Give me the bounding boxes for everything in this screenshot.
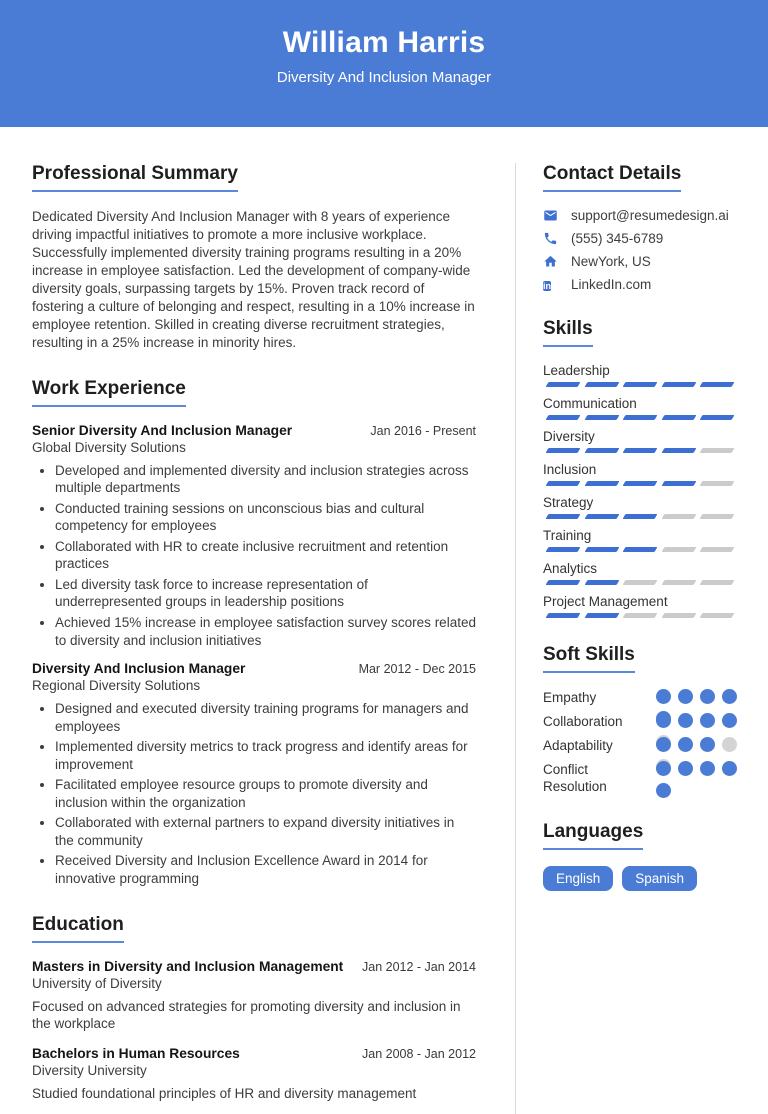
skill-item [543,561,737,585]
education-header [32,959,476,974]
soft-skill-name: Adaptability [543,738,613,753]
education-entry [32,1046,476,1103]
contact-item [543,231,737,246]
skill-bar-segment [700,415,734,420]
skill-name: Inclusion [543,462,597,477]
skill-name: Project Management [543,594,668,609]
contact-item [543,208,737,223]
skill-bar-segment [546,448,580,453]
skill-bar-segment [584,547,618,552]
soft-skill-item [543,761,737,795]
soft-skill-dot [678,689,693,704]
skill-bar-segment [546,547,580,552]
soft-skill-dot [722,761,737,776]
summary-text: Dedicated Diversity And Inclusion Manager with 8 years of experience driving impactful initiatives to promote a more inclusive workplace. Successfully implemented diversity training programs resulting in a 20% increase in employee satisfaction. Led the development of company-wide diversity goals, surpassing targets by 15%. Proven track record of fostering a culture of belonging and respect, resulting in a 10% increase in employee retention. Skilled in creating diverse recruitment strategies, resulting in a 25% increase in minority hires. [32,209,475,350]
soft-skill-dot [700,689,715,704]
skill-bar-segment [584,514,618,519]
education-degree: Masters in Diversity and Inclusion Management [32,958,344,974]
contact-item [543,254,737,269]
soft-skills-heading: Soft Skills [543,644,635,673]
skill-bar-segment [661,415,695,420]
skill-item [543,363,737,387]
job-bullet: • Facilitated employee resource groups to promote diversity and inclusion within the organization [55,776,476,811]
skill-bar-segment [623,580,657,585]
skill-bar-segment [623,481,657,486]
soft-skill-item [543,713,737,730]
soft-skill-dot [656,713,671,728]
soft-skill-item [543,737,737,754]
soft-skill-dot [656,761,671,776]
soft-skill-dot [722,689,737,704]
job-entry [32,661,476,887]
skill-name: Leadership [543,363,610,378]
soft-skill-item [543,689,737,706]
candidate-job-title: Diversity And Inclusion Manager [276,69,492,86]
education-description: Studied foundational principles of HR and diversity management [32,1085,417,1101]
skill-bar-segment [546,514,580,519]
languages-heading: Languages [543,821,643,850]
job-bullet: • Collaborated with HR to create inclusive recruitment and retention practices [55,538,476,573]
education-degree: Bachelors in Human Resources [32,1045,240,1061]
skill-bar-segment [623,415,657,420]
skill-bar-segment [584,481,618,486]
education-heading: Education [32,914,124,943]
soft-skills-list [543,689,737,795]
skill-item [543,594,737,618]
skill-item [543,396,737,420]
resume-header [0,0,768,127]
job-bullet: • Collaborated with external partners to expand diversity initiatives in the community [55,814,476,849]
soft-skill-dot [678,713,693,728]
job-bullet: • Led diversity task force to increase representation of underrepresented groups in leadership positions [55,576,476,611]
soft-skill-name: Conflict Resolution [543,762,607,794]
experience-section [32,378,476,888]
language-pill[interactable]: English [543,866,613,891]
education-section [32,914,476,1103]
skill-bar [543,481,737,486]
skill-bar-segment [700,547,734,552]
soft-skill-dots [656,737,737,753]
skill-name: Diversity [543,429,595,444]
contact-text[interactable]: (555) 345-6789 [571,231,664,246]
skill-bar-segment [661,547,695,552]
skill-bar-segment [546,580,580,585]
skills-section [543,318,737,618]
soft-skill-dot [700,761,715,776]
skill-item [543,528,737,552]
education-entry [32,959,476,1033]
education-dates: Jan 2008 - Jan 2012 [362,1046,476,1061]
skill-bar-segment [700,580,734,585]
soft-skill-dot [722,713,737,728]
skill-bar-segment [661,481,695,486]
skill-bar-segment [584,580,618,585]
skill-bar [543,448,737,453]
contact-section [543,163,737,292]
skill-name: Strategy [543,495,594,510]
skill-bar-segment [584,415,618,420]
contact-text[interactable]: NewYork, US [571,254,651,269]
job-company: Global Diversity Solutions [32,439,186,455]
skill-bar-segment [700,448,734,453]
skill-bar-segment [623,547,657,552]
skill-bar-segment [700,382,734,387]
content-area [0,127,768,1101]
skill-bar [543,547,737,552]
main-column [32,163,515,1101]
skill-bar-segment [546,481,580,486]
skill-bar-segment [584,382,618,387]
job-bullet: • Achieved 15% increase in employee satisfaction survey scores related to diversity and inclusion initiatives [55,614,476,649]
soft-skill-dots [656,713,737,729]
skill-item [543,429,737,453]
skill-bar [543,382,737,387]
skill-name: Analytics [543,561,598,576]
education-description: Focused on advanced strategies for promoting diversity and inclusion in the workplace [32,998,461,1032]
soft-skill-dot [700,737,715,752]
education-school: Diversity University [32,1062,147,1078]
skill-bar-segment [700,481,734,486]
job-dates: Jan 2016 - Present [370,423,476,438]
soft-skill-dot [656,689,671,704]
job-bullets [32,462,476,649]
phone-icon [543,231,558,246]
contact-list [543,208,737,292]
skill-bar-segment [623,382,657,387]
skill-bar-segment [661,613,695,618]
skill-name: Communication [543,396,637,411]
job-header [32,661,476,676]
job-bullet: • Conducted training sessions on unconscious bias and cultural competency for employees [55,500,476,535]
skill-name: Training [543,528,592,543]
jobs-list [32,423,476,888]
skill-bar-segment [661,514,695,519]
candidate-name: William Harris [282,26,486,59]
education-header [32,1046,476,1061]
skill-bar-segment [546,382,580,387]
skill-bar-segment [584,448,618,453]
skill-item [543,462,737,486]
skill-bar [543,415,737,420]
languages-section [543,821,737,891]
job-title: Diversity And Inclusion Manager [32,661,246,677]
languages-list [543,866,737,891]
sidebar-column [515,163,737,1114]
education-dates: Jan 2012 - Jan 2014 [362,959,476,974]
skill-item [543,495,737,519]
job-bullet: • Implemented diversity metrics to track progress and identify areas for improvement [55,738,476,773]
skill-bar [543,613,737,618]
job-company: Regional Diversity Solutions [32,678,201,694]
job-bullet: • Designed and executed diversity training programs for managers and employees [55,700,476,735]
job-entry [32,423,476,649]
email-icon [543,208,558,223]
soft-skill-dot [678,737,693,752]
soft-skill-dot [678,761,693,776]
language-pill[interactable]: Spanish [622,866,697,891]
contact-text[interactable]: LinkedIn.com [571,277,652,292]
skill-bar-segment [623,613,657,618]
soft-skill-dots [656,761,737,777]
soft-skill-dot [656,737,671,752]
soft-skills-section [543,644,737,795]
soft-skill-dots [656,689,737,705]
job-header [32,423,476,438]
skill-bar-segment [661,448,695,453]
job-bullet: • Developed and implemented diversity and inclusion strategies across multiple departments [55,462,476,497]
skill-bar-segment [661,382,695,387]
skill-bar-segment [584,613,618,618]
job-dates: Mar 2012 - Dec 2015 [358,662,476,677]
soft-skill-name: Empathy [543,690,597,705]
skill-bar-segment [700,613,734,618]
contact-text[interactable]: support@resumedesign.ai [571,208,729,223]
skill-bar-segment [623,514,657,519]
soft-skill-dot [656,783,671,798]
skill-bar-segment [623,448,657,453]
skills-list [543,363,737,618]
skill-bar [543,580,737,585]
experience-heading: Work Experience [32,378,186,407]
soft-skill-dot [700,713,715,728]
soft-skill-dot [722,737,737,752]
job-bullets [32,700,476,887]
job-title: Senior Diversity And Inclusion Manager [32,422,293,438]
contact-heading: Contact Details [543,163,681,192]
skill-bar-segment [700,514,734,519]
soft-skill-name: Collaboration [543,714,623,729]
linkedin-icon: in [543,281,551,291]
contact-item [543,277,737,292]
summary-section [32,163,476,352]
skill-bar-segment [546,613,580,618]
skills-heading: Skills [543,318,593,347]
skill-bar [543,514,737,519]
job-bullet: • Received Diversity and Inclusion Excellence Award in 2014 for innovative programming [55,852,476,887]
skill-bar-segment [661,580,695,585]
summary-heading: Professional Summary [32,163,238,192]
education-school: University of Diversity [32,975,162,991]
skill-bar-segment [546,415,580,420]
education-list [32,959,476,1103]
home-icon [543,254,558,269]
